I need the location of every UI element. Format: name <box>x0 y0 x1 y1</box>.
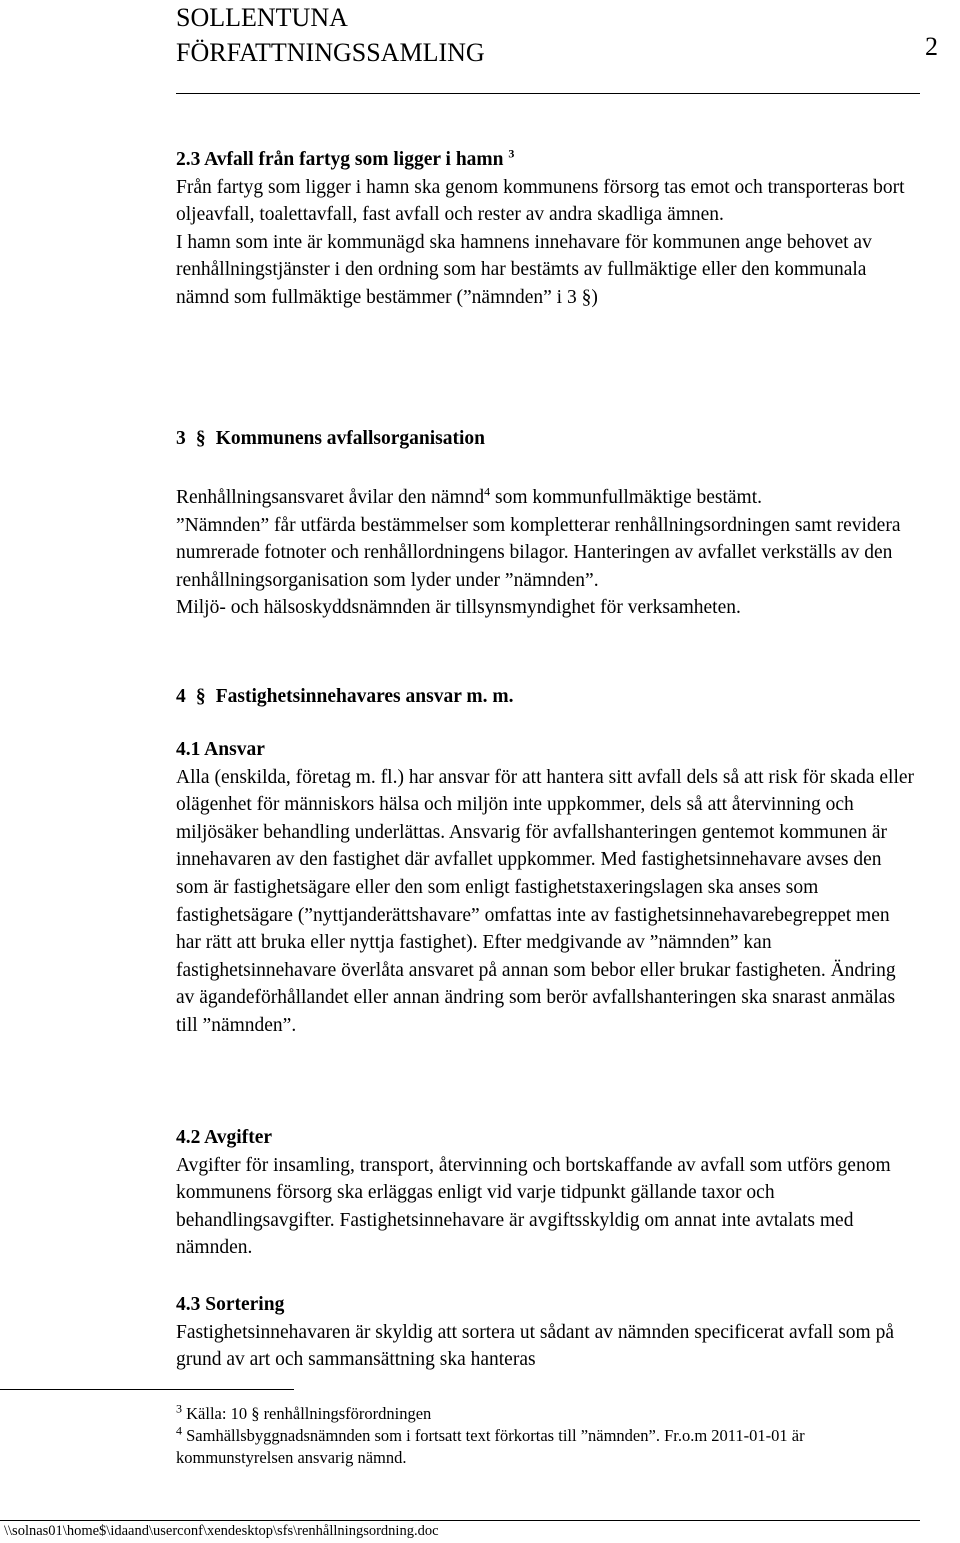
page-number: 2 <box>925 32 938 61</box>
section-2-3-para-1: Från fartyg som ligger i hamn ska genom kommunens försorg tas emot och transporteras bort oljeavfall, toalettavfall, fast avfall och rester av andra skadliga ämnen. <box>176 176 905 226</box>
section-4-2 <box>176 1124 916 1262</box>
section-3-line-1: Renhållningsansvaret åvilar den nämnd$^4$ som kommunfullmäktige bestämt. <box>176 484 763 508</box>
header-line-2: FÖRFATTNINGSSAMLING <box>176 38 485 67</box>
section-4-2-body: Avgifter för insamling, transport, återvinning och bortskaffande av avfall som utförs genom kommunens försorg ska erläggas enligt vid varje tidpunkt gällande taxor och behandlingsavgifter. Fastighetsinnehavare är avgiftsskyldig om annat inte avtalats med nämnden. <box>176 1154 891 1259</box>
footnotes <box>176 1403 916 1469</box>
section-2-3 <box>176 146 916 312</box>
footnote-3: $^3$ Källa: 10 § renhållningsförordningen <box>176 1401 432 1423</box>
section-4-3-heading: 4.3 Sortering <box>176 1294 285 1315</box>
section-3-last-line: Miljö- och hälsoskyddsnämnden är tillsynsmyndighet för verksamheten. <box>176 597 741 619</box>
section-2-3-para-2: I hamn som inte är kommunägd ska hamnens innehavare för kommunen ange behovet av renhållningstjänster i den ordning som har bestämts av fullmäktige eller den kommunala nämnd som fullmäktige bestämmer (”nämnden” i 3 §) <box>176 231 872 308</box>
section-3-body <box>176 484 916 622</box>
footnote-ref-3[interactable]: 3 <box>508 146 515 161</box>
section-3-heading: 3 § Kommunens avfallsorganisation <box>176 428 485 449</box>
footnote-divider <box>0 1389 294 1390</box>
section-4-1-heading: 4.1 Ansvar <box>176 739 265 760</box>
section-3 <box>176 425 916 453</box>
section-4 <box>176 683 916 711</box>
section-4-3-body: Fastighetsinnehavaren är skyldig att sortera ut sådant av nämnden specificerat avfall som på grund av art och sammansättning ska hanteras <box>176 1321 895 1371</box>
header-divider <box>176 93 920 94</box>
section-3-para: ”Nämnden” får utfärda bestämmelser som kompletterar renhållningsordningen samt revidera numrerade fotnoter och renhållordningens bilagor. Hanteringen av avfallet verkställs av den renhållningsorganisation som lyder under ”nämnden”. <box>176 514 901 591</box>
section-4-1 <box>176 736 916 1040</box>
footnote-4: $^4$ Samhällsbyggnadsnämnden som i fortsatt text förkortas till ”nämnden”. Fr.o.m 2011-01-01 är kommunstyrelsen ansvarig nämnd. <box>176 1423 805 1467</box>
section-4-heading: 4 § Fastighetsinnehavares ansvar m. m. <box>176 686 514 707</box>
document-header <box>176 0 485 70</box>
section-2-3-heading: 2.3 Avfall från fartyg som ligger i hamn $^3$ <box>176 146 515 170</box>
footer-file-path: \\solnas01\home$\idaand\userconf\xendesktop\sfs\renhållningsordning.doc <box>4 1523 439 1539</box>
section-4-1-body: Alla (enskilda, företag m. fl.) har ansvar för att hantera sitt avfall dels så att risk för skada eller olägenhet för människors hälsa och miljön inte uppkommer, dels så att återvinning och miljösäker behandling underlättas. Ansvarig för avfallshanteringen gentemot kommunen är innehavaren av den fastighet där avfallet uppkommer. Med fastighetsinnehavare avses den som är fastighetsägare eller den som enligt fastighetstaxeringslagen ska anses som fastighetsägare (”nyttjanderättshavare” omfattas inte av fastighetsinnehavarebegreppet men har rätt att bruka eller nyttja fastighet). Efter medgivande av ”nämnden” kan fastighetsinnehavare överlåta ansvaret på annan som bebor eller brukar fastigheten. Ändring av ägandeförhållandet eller annan ändring som berör avfallshanteringen ska snarast anmälas till ”nämnden”. <box>176 766 915 1036</box>
footer-divider <box>0 1520 920 1521</box>
section-4-2-heading: 4.2 Avgifter <box>176 1127 273 1148</box>
header-line-1: SOLLENTUNA <box>176 3 348 32</box>
section-4-3 <box>176 1291 916 1374</box>
footnote-ref-4[interactable]: 4 <box>484 484 491 499</box>
